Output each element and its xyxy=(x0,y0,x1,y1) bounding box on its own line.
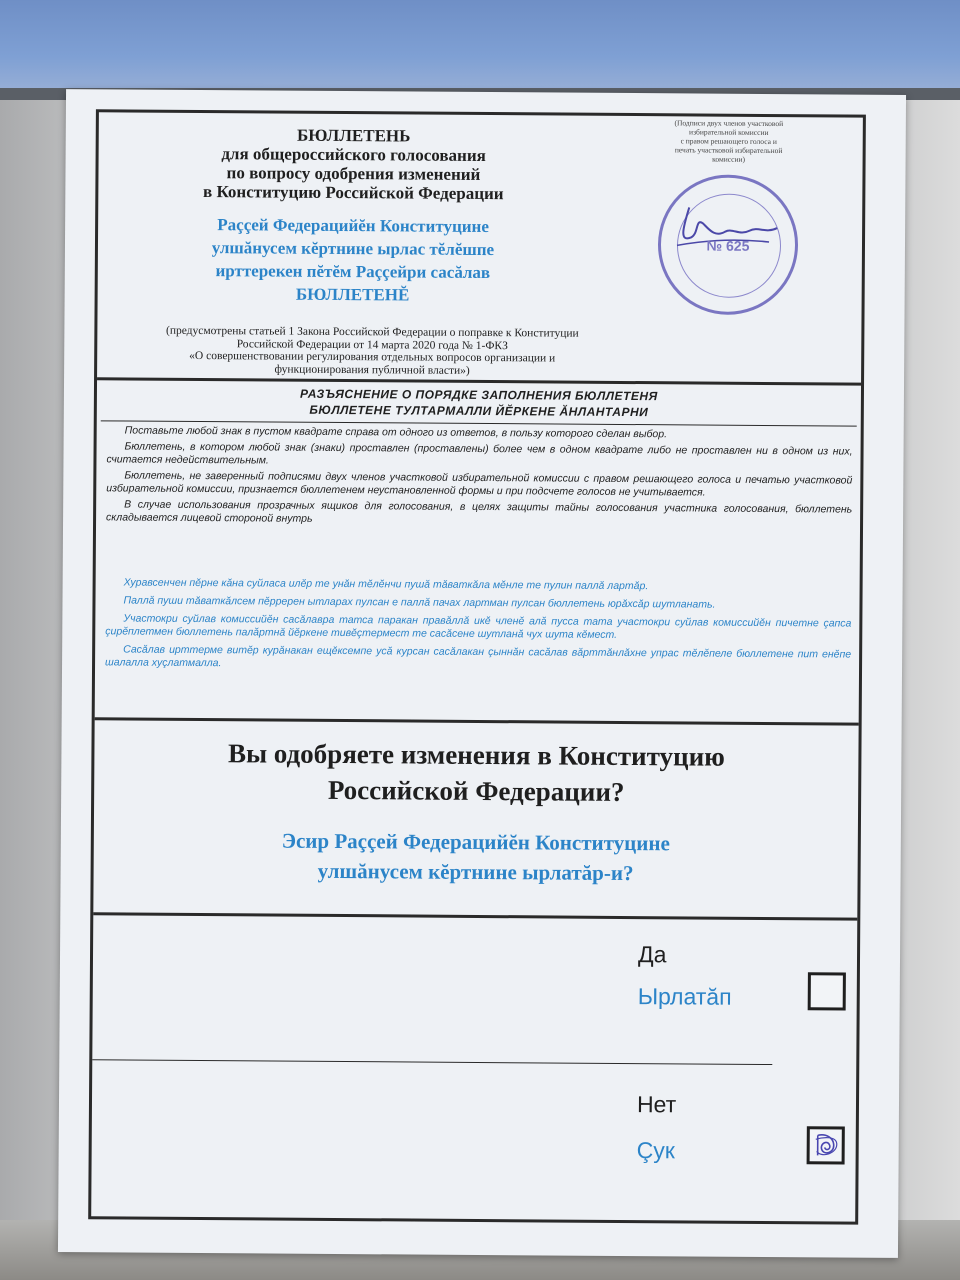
question-line: Эсир Раççей Федерацийĕн Конституцине xyxy=(281,828,670,856)
ballot-frame xyxy=(88,109,866,1224)
signature-note-line: избирательной комиссии xyxy=(689,127,769,137)
question-ru xyxy=(94,734,858,811)
answer-no-ru: Нет xyxy=(636,1091,677,1118)
filling-instructions xyxy=(95,380,861,725)
title-line: для общероссийского голосования xyxy=(221,144,486,166)
ballot-title-ru xyxy=(118,124,589,203)
answer-yes-cv: Ырлатăп xyxy=(637,983,732,1010)
title-line: БЮЛЛЕТЕНЬ xyxy=(296,125,411,146)
ballot-question xyxy=(93,720,858,920)
stamp-number: № 625 xyxy=(706,237,750,254)
ballot-sheet xyxy=(58,89,906,1258)
signature-note-line: с правом решающего голоса и xyxy=(680,136,777,147)
commission-stamp xyxy=(658,174,799,315)
title-line: улшăнусем кĕртнине ырлас тĕлĕшпе xyxy=(211,238,495,260)
title-line: ирттерекен пĕтĕм Раççейри сасăлав xyxy=(215,261,491,283)
answer-divider xyxy=(92,1059,772,1065)
question-cv xyxy=(94,824,858,889)
title-line: по вопросу одобрения изменений xyxy=(226,163,481,184)
signature-note xyxy=(639,118,819,164)
question-line: улшăнусем кĕртнине ырлатăр-и? xyxy=(317,858,634,886)
title-line: Раççей Федерацийĕн Конституцине xyxy=(217,215,489,237)
legal-line: (предусмотрены статьей 1 Закона Российской Федерации о поправке к Конституции xyxy=(165,324,579,340)
instructions-heading xyxy=(97,384,861,421)
instruction-paragraph: Участокри суйлав комиссийĕн сасăлавра татса паракан правăллă икĕ членĕ алă пусса тата участокри суйлав комиссийĕн пичетне çапса çирĕплетмен бюллетень палăртнă йĕркене тивĕçтермест те сасăсене шутланă чух шута кĕмест. xyxy=(105,612,852,641)
legal-basis-note xyxy=(107,324,637,378)
yes-checkbox[interactable] xyxy=(808,972,846,1010)
answer-options xyxy=(91,915,857,1221)
legal-line: «О совершенствовании регулирования отдельных вопросов организации и xyxy=(189,349,556,365)
signature-note-line: (Подписи двух членов участковой xyxy=(674,118,784,129)
title-line: в Конституцию Российской Федерации xyxy=(202,182,504,204)
signature-note-line: комиссии) xyxy=(712,154,746,164)
instructions-text-cv xyxy=(105,576,852,679)
legal-line: функционирования публичной власти») xyxy=(274,363,470,377)
answer-yes-ru: Да xyxy=(637,941,667,968)
background-fabric xyxy=(0,0,960,95)
instruction-paragraph: Бюллетень, не заверенный подписями двух членов участковой избирательной комиссии с правом решающего голоса и печатью участковой избирательной комиссии, признается бюллетенем неустановленной формы и при подсчете голосов не учитывается. xyxy=(106,469,853,499)
instructions-heading-ru: РАЗЪЯСНЕНИЕ О ПОРЯДКЕ ЗАПОЛНЕНИЯ БЮЛЛЕТЕНЯ xyxy=(300,386,658,404)
ballot-title-cv xyxy=(118,212,589,307)
instruction-paragraph: Сасăлав ирттерме витĕр курăнакан ещĕксемпе усă курсан сасăлакан çыннăн сасăлав вăрттăнлăхне упрас тĕлĕпеле бюллетене пит енĕпе шалалла хуçлатмалла. xyxy=(105,643,852,670)
answer-no-cv: Çук xyxy=(636,1137,675,1164)
ballot-header xyxy=(97,112,863,385)
instruction-paragraph: Хуравсенчен пĕрне кăна суйласа илĕр те унăн тĕлĕнчи пушă тăваткăла мĕнле те пулин паллă лартăр. xyxy=(123,576,649,593)
instruction-paragraph: Поставьте любой знак в пустом квадрате справа от одного из ответов, в пользу которого сделан выбор. xyxy=(124,424,668,441)
title-line: БЮЛЛЕТЕНĔ xyxy=(295,284,410,305)
instruction-paragraph: Паллă пуши тăваткăлсем пĕрререн ытларах пулсан е паллă пачах лартман пулсан бюллетень юрăхсăр шутланать. xyxy=(123,594,716,611)
no-checkbox[interactable] xyxy=(807,1126,845,1164)
signature-note-line: печать участковой избирательной xyxy=(674,145,783,156)
question-line: Вы одобряете изменения в Конституцию xyxy=(227,738,725,772)
question-line: Российской Федерации? xyxy=(327,774,625,807)
ballot-mark-scribble xyxy=(812,1131,840,1159)
instructions-text-ru xyxy=(106,424,853,532)
legal-line: Российской Федерации от 14 марта 2020 года № 1-ФКЗ xyxy=(236,337,508,352)
instruction-paragraph: Бюллетень, в котором любой знак (знаки) проставлен (проставлены) более чем в одном квадрате либо не проставлен ни в одном из них, считается недействительным. xyxy=(106,440,853,467)
instruction-paragraph: В случае использования прозрачных ящиков для голосования, в целях защиты тайны голосования участника голосования, бюллетень складывается лицевой стороной внутрь xyxy=(106,498,853,525)
instructions-heading-cv: БЮЛЛЕТЕНЕ ТУЛТАРМАЛЛИ ЙĔРКЕНЕ ĂНЛАНТАРНИ xyxy=(309,402,649,420)
